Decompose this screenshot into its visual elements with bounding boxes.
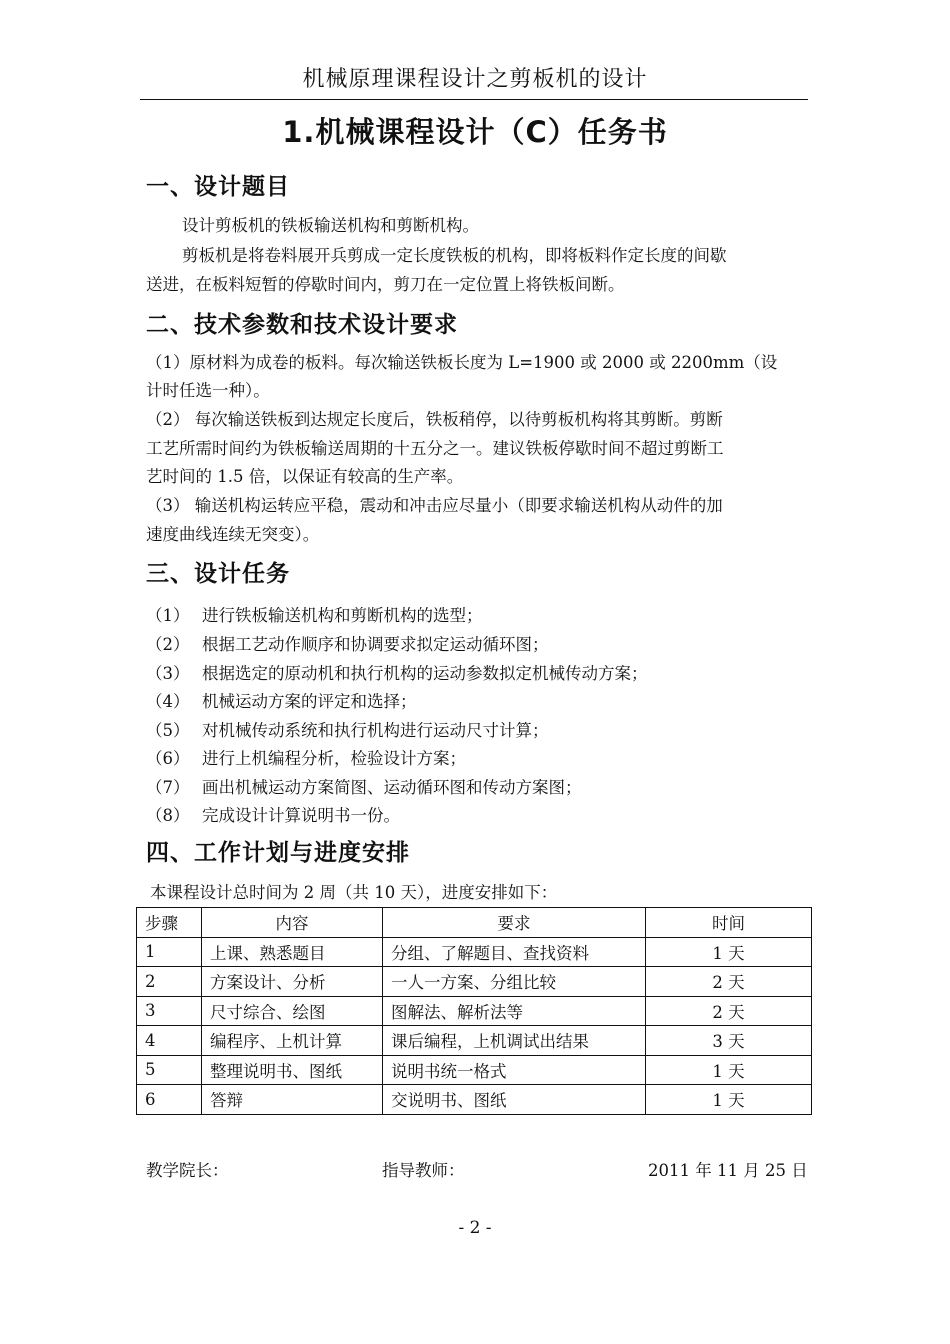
cell-content: 方案设计、分析 [202,967,383,997]
cell-content: 编程序、上机计算 [202,1026,383,1056]
cell-time: 1 天 [646,1055,812,1085]
col-header-step: 步骤 [137,908,202,938]
col-header-time: 时间 [646,908,812,938]
cell-requirement: 交说明书、图纸 [383,1085,646,1115]
header-divider [140,99,808,100]
task-text: 对机械传动系统和执行机构进行运动尺寸计算； [202,721,549,740]
table-row [137,1026,812,1056]
cell-time: 3 天 [646,1026,812,1056]
task-number: （7） [146,778,190,797]
table-row [137,996,812,1026]
section1-heading: 一、设计题目 [146,174,290,200]
task-list-item [146,774,582,798]
task-text: 完成设计计算说明书一份。 [202,806,400,825]
running-header: 机械原理课程设计之剪板机的设计 [302,67,648,92]
task-number: （5） [146,721,190,740]
table-row [137,967,812,997]
section2-line: 工艺所需时间约为铁板输送周期的十五分之一。建议铁板停歇时间不超过剪断工 [146,439,724,458]
task-number: （6） [146,749,190,768]
task-text: 进行上机编程分析，检验设计方案； [202,749,466,768]
task-number: （2） [146,635,190,654]
cell-step: 3 [137,996,202,1026]
section4-heading: 四、工作计划与进度安排 [146,840,410,866]
section2-line: （2） 每次输送铁板到达规定长度后，铁板稍停，以待剪板机构将其剪断。剪断 [146,410,723,429]
col-header-requirement: 要求 [383,908,646,938]
cell-content: 上课、熟悉题目 [202,937,383,967]
section2-heading: 二、技术参数和技术设计要求 [146,312,458,338]
cell-requirement: 一人一方案、分组比较 [383,967,646,997]
cell-step: 5 [137,1055,202,1085]
cell-step: 2 [137,967,202,997]
cell-time: 2 天 [646,996,812,1026]
section2-line: （1）原材料为成卷的板料。每次输送铁板长度为 L=1900 或 2000 或 2200mm（设 [146,353,778,372]
cell-content: 整理说明书、图纸 [202,1055,383,1085]
task-list-item [146,631,549,655]
cell-requirement: 分组、了解题目、查找资料 [383,937,646,967]
table-row [137,937,812,967]
cell-requirement: 课后编程，上机调试出结果 [383,1026,646,1056]
page-number: - 2 - [458,1218,492,1238]
table-header-row [137,908,812,938]
section2-line: 艺时间的 1.5 倍，以保证有较高的生产率。 [146,467,464,486]
section1-paragraph-line: 剪板机是将卷料展开兵剪成一定长度铁板的机构，即将板料作定长度的间歇 [182,246,727,265]
section2-line: 计时任选一种）。 [146,381,270,400]
task-text: 根据工艺动作顺序和协调要求拟定运动循环图； [202,635,549,654]
task-text: 画出机械运动方案简图、运动循环图和传动方案图； [202,778,582,797]
table-row [137,1055,812,1085]
task-list-item [146,717,549,741]
dean-signature-label: 教学院长： [146,1161,229,1180]
task-number: （1） [146,606,190,625]
task-list-item [146,688,417,712]
cell-time: 1 天 [646,1085,812,1115]
task-number: （3） [146,664,190,683]
task-text: 根据选定的原动机和执行机构的运动参数拟定机械传动方案； [202,664,648,683]
document-title: 1.机械课程设计（C）任务书 [282,115,668,149]
cell-requirement: 说明书统一格式 [383,1055,646,1085]
task-text: 机械运动方案的评定和选择； [202,692,417,711]
cell-step: 6 [137,1085,202,1115]
cell-time: 2 天 [646,967,812,997]
task-number: （4） [146,692,190,711]
task-list-item [146,745,466,769]
teacher-signature-label: 指导教师： [382,1161,465,1180]
table-row [137,1085,812,1115]
section2-line: （3） 输送机构运转应平稳，震动和冲击应尽量小（即要求输送机构从动件的加 [146,496,723,515]
col-header-content: 内容 [202,908,383,938]
task-list-item [146,602,483,626]
cell-content: 尺寸综合、绘图 [202,996,383,1026]
cell-step: 1 [137,937,202,967]
cell-requirement: 图解法、解析法等 [383,996,646,1026]
task-list-item [146,802,400,826]
cell-content: 答辩 [202,1085,383,1115]
schedule-table [136,907,812,1115]
task-number: （8） [146,806,190,825]
section2-line: 速度曲线连续无突变）。 [146,525,320,544]
task-text: 进行铁板输送机构和剪断机构的选型； [202,606,483,625]
cell-time: 1 天 [646,937,812,967]
schedule-intro: 本课程设计总时间为 2 周（共 10 天），进度安排如下： [150,883,558,902]
section1-paragraph-line: 设计剪板机的铁板输送机构和剪断机构。 [182,216,479,235]
cell-step: 4 [137,1026,202,1056]
section1-paragraph-line: 送进，在板料短暂的停歇时间内，剪刀在一定位置上将铁板间断。 [146,275,625,294]
section3-heading: 三、设计任务 [146,561,290,587]
task-list-item [146,660,648,684]
signature-date: 2011 年 11 月 25 日 [648,1161,808,1180]
